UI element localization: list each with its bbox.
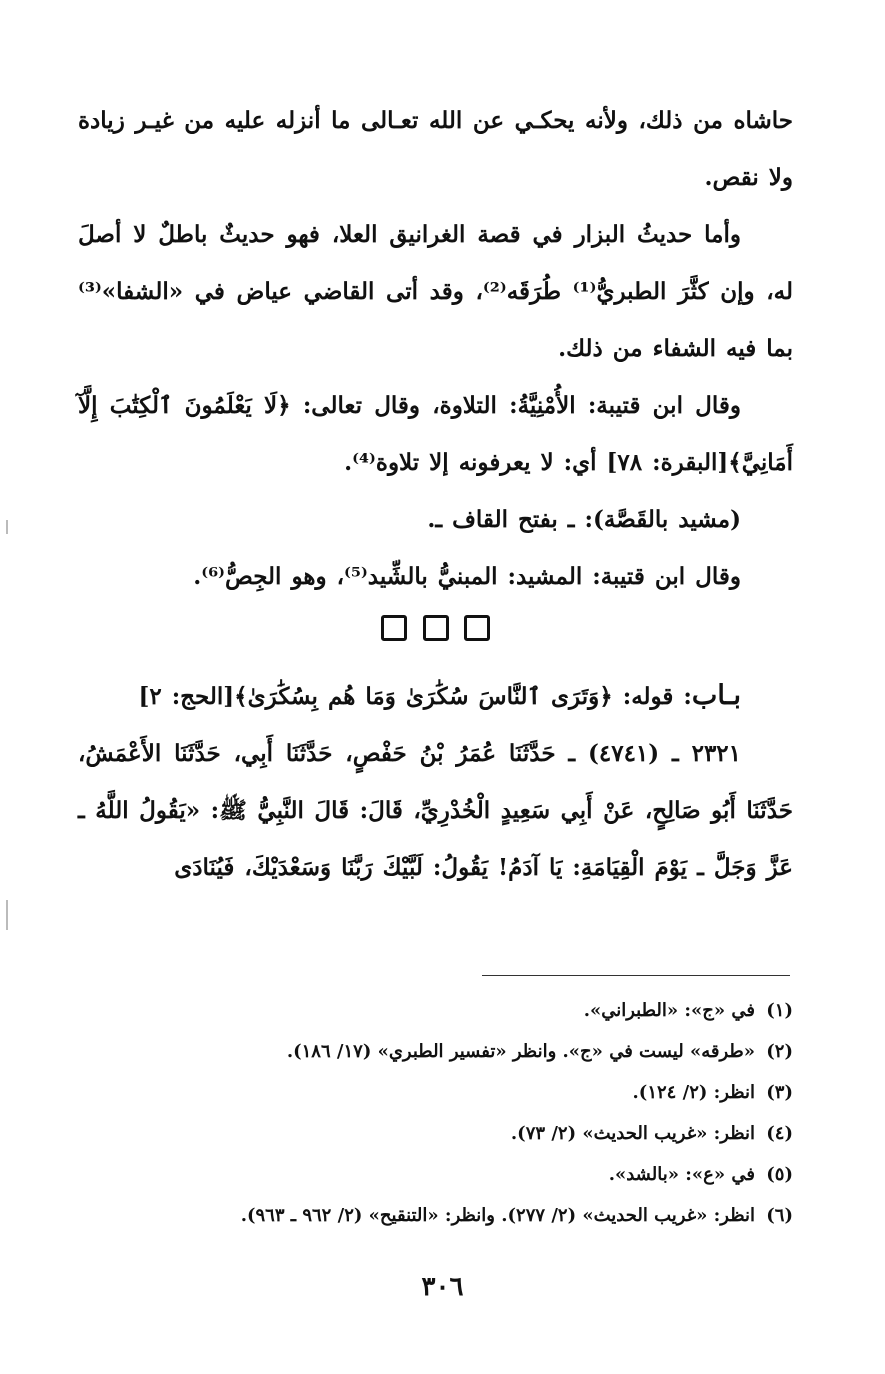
chapter-word: بـاب xyxy=(691,680,741,711)
footnote-text: في «ج»: «الطبراني». xyxy=(583,1000,755,1021)
scan-edge-mark xyxy=(6,900,8,930)
footnote-number: (٤) xyxy=(766,1123,793,1144)
footnote-number: (٣) xyxy=(766,1082,793,1103)
chapter-title: : قوله: ﴿وَتَرَى ٱلنَّاسَ سُكَٰرَىٰ وَمَا هُم بِسُكَٰرَىٰ﴾[الحج: ٢] xyxy=(138,683,692,710)
footnote xyxy=(78,990,793,1031)
footnote-number: (٢) xyxy=(766,1041,793,1062)
footnote-text: «طرقه» ليست في «ج». وانظر «تفسير الطبري» (١٧/ ١٨٦). xyxy=(286,1041,755,1062)
footnote-text: انظر: (٢/ ١٢٤). xyxy=(632,1082,755,1103)
paragraph-2: وأما حديثُ البزار في قصة الغرانيق العلا، فهو حديثٌ باطلٌ لا أصلَ له، وإن كثَّرَ الطبريُّ⁽¹⁾ طُرَقَه⁽²⁾، وقد أتى القاضي عياض في «الشفا»⁽³⁾ بما فيه الشفاء من ذلك. xyxy=(78,221,794,362)
footnote xyxy=(78,1113,793,1154)
main-text xyxy=(78,92,793,896)
section-separator xyxy=(78,615,793,655)
paragraph-4: (مشيد بالقَصَّة): ـ بفتح القاف ـ. xyxy=(427,506,741,533)
footnote xyxy=(78,1031,793,1072)
footnote-divider xyxy=(482,975,790,976)
footnote xyxy=(78,1154,793,1195)
footnote-number: (١) xyxy=(766,1000,793,1021)
footnote-number: (٥) xyxy=(766,1164,793,1185)
footnote-text: انظر: «غريب الحديث» (٢/ ٧٣). xyxy=(510,1123,755,1144)
ornament-square-icon xyxy=(464,615,490,641)
paragraph-1: حاشاه من ذلك، ولأنه يحكـي عن الله تعـالى ما أنزله عليه من غيـر زيادة ولا نقص. xyxy=(78,107,793,191)
page-number: ٣٠٦ xyxy=(421,1272,464,1302)
paragraph-3: وقال ابن قتيبة: الأُمْنِيَّةُ: التلاوة، وقال تعالى: ﴿لَا يَعْلَمُونَ ٱلْكِتَٰبَ إِلَّآ أَمَانِيَّ﴾[البقرة: ٧٨] أي: لا يعرفونه إلا تلاوة⁽⁴⁾. xyxy=(78,392,793,476)
footnote xyxy=(78,1195,793,1236)
ornament-square-icon xyxy=(423,615,449,641)
ornament-square-icon xyxy=(381,615,407,641)
footnote xyxy=(78,1072,793,1113)
chapter-heading xyxy=(78,667,793,725)
scan-edge-mark xyxy=(6,520,8,534)
footnotes xyxy=(78,990,793,1236)
hadith-text: ٢٣٢١ ـ (٤٧٤١) ـ حَدَّثَنَا عُمَرُ بْنُ حَفْصٍ، حَدَّثَنَا أَبِي، حَدَّثَنَا الأَعْمَشُ، حَدَّثَنَا أَبُو صَالِحٍ، عَنْ أَبِي سَعِيدٍ الْخُدْرِيِّ، قَالَ: قَالَ النَّبِيُّ ﷺ: «يَقُولُ اللَّهُ ـ عَزَّ وَجَلَّ ـ يَوْمَ الْقِيَامَةِ: يَا آدَمُ! يَقُولُ: لَبَّيْكَ رَبَّنَا وَسَعْدَيْكَ، فَيُنَادَى xyxy=(78,740,793,881)
paragraph-5: وقال ابن قتيبة: المشيد: المبنيُّ بالشِّيد⁽⁵⁾، وهو الجِصُّ⁽⁶⁾. xyxy=(193,563,741,590)
footnote-number: (٦) xyxy=(766,1205,793,1226)
footnote-text: انظر: «غريب الحديث» (٢/ ٢٧٧). وانظر: «التنقيح» (٢/ ٩٦٢ ـ ٩٦٣). xyxy=(240,1205,755,1226)
footnote-text: في «ع»: «بالشد». xyxy=(608,1164,755,1185)
